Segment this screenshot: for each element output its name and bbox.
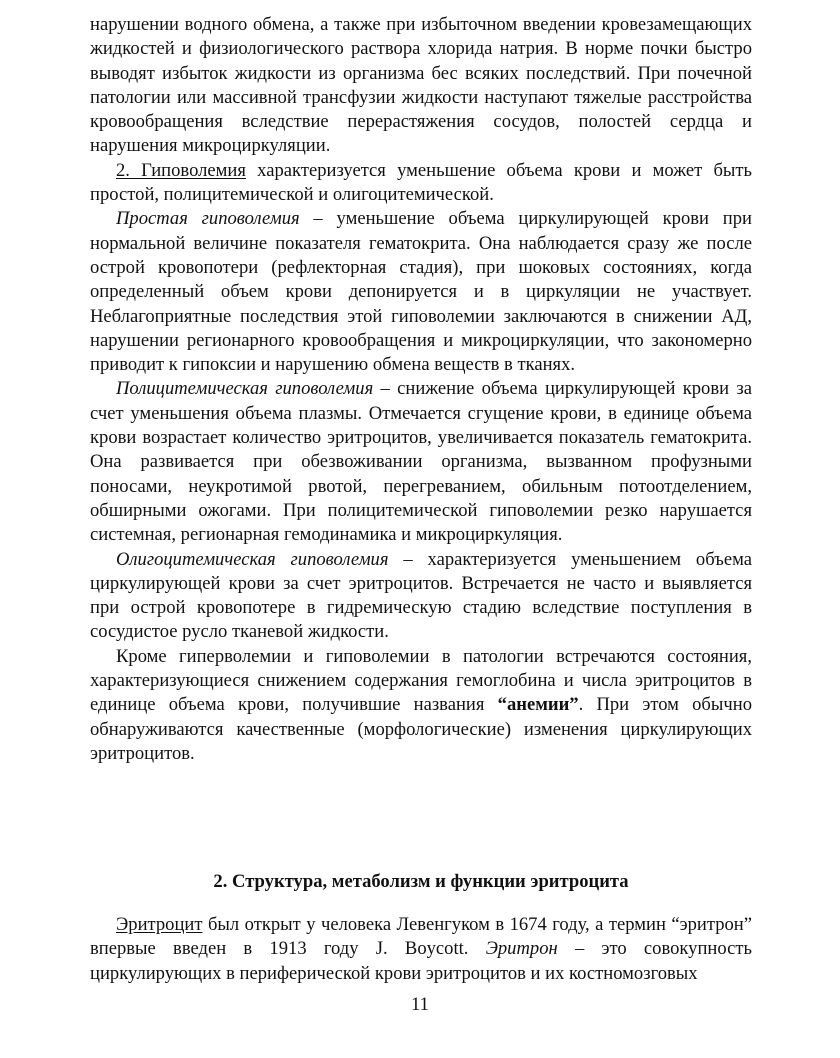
main-text (90, 13, 752, 766)
paragraph-erythrocyte (90, 913, 752, 986)
paragraph-simple-hypovolemia (90, 207, 752, 377)
anemia-text-before: Кроме гиперволемии и гиповолемии в патологии встречаются состояния, характеризующиеся снижением содержания гемоглобина и числа эритроцитов в единице объема крови, получившие названия (90, 645, 752, 716)
paragraph-polycythemic-hypovolemia (90, 377, 752, 547)
polycythemic-hypovolemia-term: Полицитемическая гиповолемия (116, 378, 374, 400)
anemia-term: “анемии” (497, 694, 579, 716)
paragraph-continuation (90, 13, 752, 159)
erythron-term: Эритрон (485, 938, 558, 960)
simple-hypovolemia-term: Простая гиповолемия (116, 208, 300, 230)
page-number: 11 (411, 994, 429, 1015)
erythrocyte-text-1: был открыт у человека Левенгуком в 1674 году, а термин “эритрон” впервые введен в 1913 году J. Boycott. (90, 914, 752, 960)
paragraph-oligocythemic-hypovolemia (90, 548, 752, 645)
oligocythemic-hypovolemia-term: Олигоцитемическая гиповолемия (116, 548, 389, 570)
erythrocyte-term: Эритроцит (116, 914, 203, 935)
continuation-text: нарушении водного обмена, а также при избыточном введении кровезамещающих жидкостей и физиологического раствора хлорида натрия. В норме почки быстро выводят избыток жидкости из организма бес всяких последствий. При почечной патологии или массивной трансфузии жидкости наступают тяжелые расстройства кровообращения вследствие перерастяжения сосудов, полостей сердца и нарушения микроциркуляции. (90, 14, 752, 157)
erythrocyte-text-2: – это совокупность циркулирующих в периферической крови эритроцитов и их костномозговых (90, 938, 752, 984)
paragraph-hypovolemia (90, 159, 752, 208)
paragraph-anemia (90, 645, 752, 766)
simple-hypovolemia-text: – уменьшение объема циркулирующей крови при нормальной величине показателя гематокрита. Она наблюдается сразу же после острой кровопотери (рефлекторная стадия), при шоковых состояниях, когда определенный объем крови депонируется и в циркуляции не участвует. Неблагоприятные последствия этой гиповолемии заключаются в снижении АД, нарушении регионарного кровообращения и микроциркуляции, что закономерно приводит к гипоксии и нарушению обмена веществ в тканях. (90, 208, 752, 376)
polycythemic-hypovolemia-text: – снижение объема циркулирующей крови за счет уменьшения объема плазмы. Отмечается сгущение крови, в единице объема крови возрастает количество эритроцитов, увеличивается показатель гематокрита. Она развивается при обезвоживании организма, вызванном профузными поносами, неукротимой рвотой, перегреванием, обильным потоотделением, обширными ожогами. При полицитемической гиповолемии резко нарушается системная, регионарная гемодинамика и микроциркуляция. (90, 378, 752, 546)
anemia-text-after: . При этом обычно обнаруживаются качественные (морфологические) изменения циркулирующих эритроцитов. (90, 694, 752, 764)
hypovolemia-text: характеризуется уменьшение объема крови и может быть простой, полицитемической и олигоцитемической. (90, 159, 753, 206)
oligocythemic-hypovolemia-text: – характеризуется уменьшением объема циркулирующей крови за счет эритроцитов. Встречается не часто и выявляется при острой кровопотере в гидремическую стадию вследствие поступления в сосудистое русло тканевой жидкости. (90, 548, 752, 643)
section-heading: 2. Структура, метаболизм и функции эритроцита (213, 871, 629, 892)
section-text (90, 913, 752, 986)
hypovolemia-term: 2. Гиповолемия (116, 159, 246, 181)
